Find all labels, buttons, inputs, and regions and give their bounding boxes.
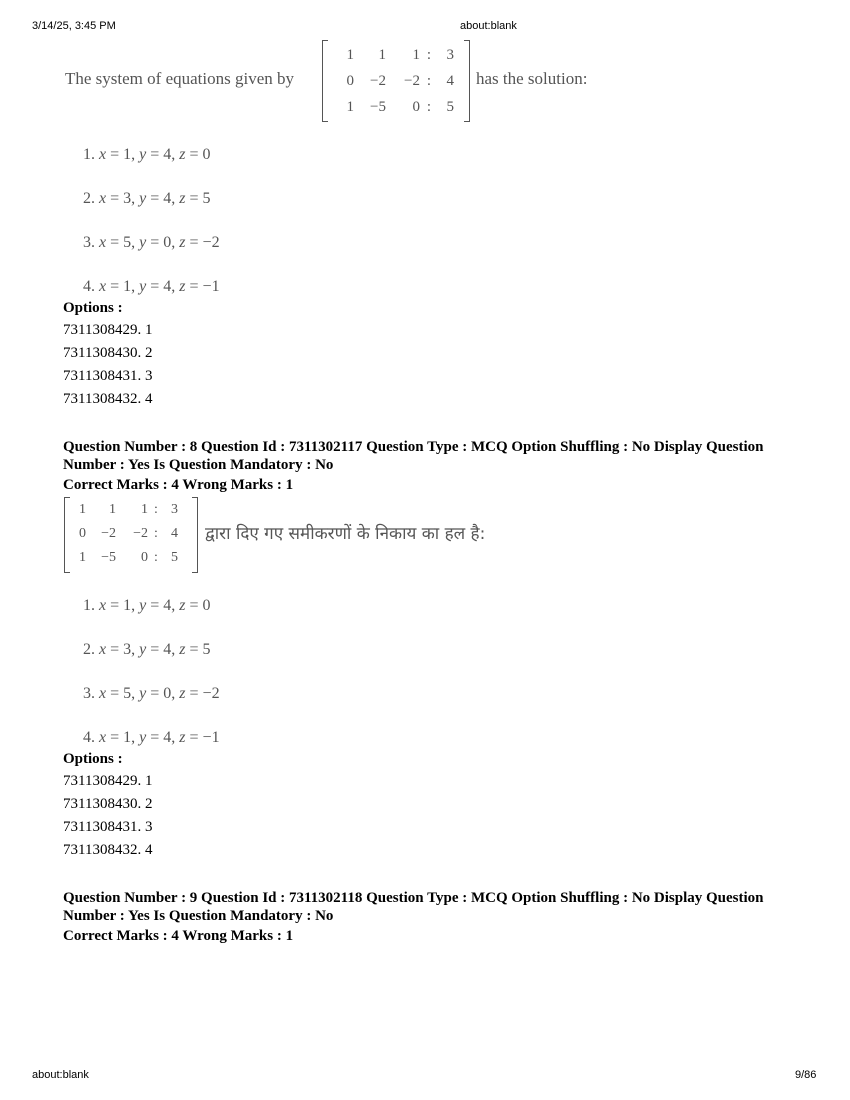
q7-matrix-cell: 3 [446,46,454,63]
print-page-number: 9/86 [795,1069,817,1081]
q8-meta-line1: Question Number : 8 Question Id : 7311302117 Question Type : MCQ Option Shuffling : No Display Question [63,439,764,455]
q8-matrix-cell: : [154,502,158,517]
q8-matrix-cell: : [154,550,158,565]
q7-matrix-cell: 4 [446,72,454,89]
q7-matrix-cell: 1 [346,46,354,63]
q8-matrix-cell: 4 [171,526,178,541]
q8-marks: Correct Marks : 4 Wrong Marks : 1 [63,477,294,493]
q8-meta-line2: Number : Yes Is Question Mandatory : No [63,457,334,473]
q7-choice-1: 1. x = 1, y = 4, z = 0 [83,146,211,163]
q8-option-4: 7311308432. 4 [63,842,153,858]
q8-matrix-cell: 0 [79,526,86,541]
q7-matrix-cell: 0 [346,72,354,89]
q7-matrix-cell: −5 [370,98,386,115]
q7-matrix-cell: 1 [378,46,386,63]
q8-matrix-cell: 3 [171,502,178,517]
q8-matrix-cell: −2 [101,526,116,541]
q7-choice-2: 2. x = 3, y = 4, z = 5 [83,190,211,207]
q7-matrix-cell: : [426,98,432,115]
q7-matrix-cell: 0 [412,98,420,115]
q8-matrix-cell: 0 [141,550,148,565]
q7-choice-4: 4. x = 1, y = 4, z = −1 [83,278,220,295]
q7-matrix-cell: 1 [412,46,420,63]
q8-matrix-cell: 1 [141,502,148,517]
q7-matrix-cell: 1 [346,98,354,115]
q7-augmented-matrix [322,40,470,122]
q7-options-label: Options : [63,300,123,316]
q7-matrix-cell: : [426,72,432,89]
q8-augmented-matrix [64,497,198,573]
print-footer-url: about:blank [32,1069,89,1081]
q7-matrix-cell: 5 [446,98,454,115]
q8-matrix-cell: 1 [79,550,86,565]
q8-stem-hindi: द्वारा दिए गए समीकरणों के निकाय का हल है: [205,524,486,544]
q7-matrix-cell: −2 [370,72,386,89]
q7-option-1: 7311308429. 1 [63,322,153,338]
q7-stem-after: has the solution: [476,69,588,88]
q8-matrix-cell: 5 [171,550,178,565]
q8-matrix-cell: −2 [133,526,148,541]
q7-option-3: 7311308431. 3 [63,368,153,384]
q8-choice-4: 4. x = 1, y = 4, z = −1 [83,729,220,746]
q8-matrix-cell: : [154,526,158,541]
q8-matrix-cell: −5 [101,550,116,565]
q8-matrix-cell: 1 [109,502,116,517]
q8-option-3: 7311308431. 3 [63,819,153,835]
q8-options-label: Options : [63,751,123,767]
q7-option-2: 7311308430. 2 [63,345,153,361]
print-title: about:blank [460,20,517,32]
q7-choice-3: 3. x = 5, y = 0, z = −2 [83,234,220,251]
q7-matrix-cell: : [426,46,432,63]
q9-marks: Correct Marks : 4 Wrong Marks : 1 [63,928,294,944]
q8-choice-3: 3. x = 5, y = 0, z = −2 [83,685,220,702]
q8-option-1: 7311308429. 1 [63,773,153,789]
q8-choice-1: 1. x = 1, y = 4, z = 0 [83,597,211,614]
q7-stem-before: The system of equations given by [65,69,294,88]
q7-matrix-cell: −2 [404,72,420,89]
q8-option-2: 7311308430. 2 [63,796,153,812]
q9-meta-line1: Question Number : 9 Question Id : 7311302118 Question Type : MCQ Option Shuffling : No Display Question [63,890,764,906]
q9-meta-line2: Number : Yes Is Question Mandatory : No [63,908,334,924]
print-datetime: 3/14/25, 3:45 PM [32,20,116,32]
q7-option-4: 7311308432. 4 [63,391,153,407]
q8-choice-2: 2. x = 3, y = 4, z = 5 [83,641,211,658]
q8-matrix-cell: 1 [79,502,86,517]
